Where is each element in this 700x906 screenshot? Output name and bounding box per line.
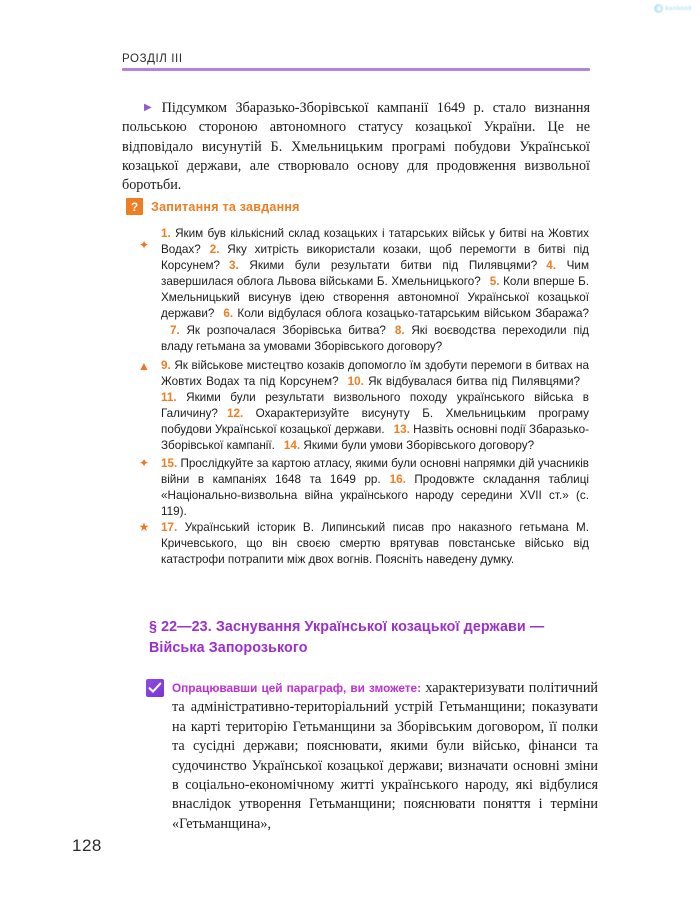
questions-heading: [126, 198, 300, 215]
question-text: Коли відбулася облога козацько-татарським військом Збаража?: [233, 307, 589, 321]
question-text: Назвіть основні події Збаразько-Зборівської кампанії.: [161, 423, 589, 453]
question-text: Український історик В. Липинський писав про наказного гетьмана М. Кричевського, що він своєю смертю врятував повстанське військо від катастрофи потрапити між двох вогнів. Поясніть наведену думку.: [161, 521, 589, 567]
question-number: 12.: [226, 407, 244, 421]
running-head-rule: [122, 68, 590, 71]
question-group: [161, 456, 589, 520]
question-group: [161, 520, 589, 568]
question-number: 13.: [393, 423, 410, 437]
running-head: [122, 53, 590, 71]
triangle-marker-icon: ▲: [138, 359, 150, 373]
question-number: 10.: [347, 375, 364, 389]
triangle-bullet-icon: ▶: [144, 102, 157, 113]
question-mark-icon: ?: [126, 198, 143, 215]
questions-heading-label: Запитання та завдання: [151, 199, 300, 214]
question-text: Яку хитрість використали козаки, щоб перемогти в битві під Корсунем?: [161, 243, 589, 273]
question-number: 4.: [546, 259, 556, 273]
question-text: Яким був кількісний склад козацьких і татарських військ у битві на Жовтих Водах?: [161, 227, 589, 257]
question-text: Якими були результати битви під Пилявцями?: [238, 259, 538, 273]
question-number: 17.: [161, 521, 178, 534]
question-number: 6.: [223, 307, 234, 321]
goals-body-text: характеризувати політичний та адміністративно-територіальний устрій Гетьманщини; показувати на карті територію Гетьманщини за Зборівським договором, її полки та сусідні держави; пояснювати, якими були військо, фінанси та судочинство Української козацької держави; визначати основні зміни в соціально-економічному житті українського народу, які відбулися внаслідок утворення Гетьманщини; пояснювати поняття і терміни «Гетьманщина»,: [172, 680, 598, 832]
question-text: Як військове мистецтво козаків допомогло їм здобути перемоги в битвах на Жовтих Водах та під Корсунем?: [161, 359, 589, 389]
question-text: Продовжте складання таблиці «Національно-визвольна війна українського народу середини XVII ст.» (с. 119).: [161, 473, 589, 519]
question-text: Прослідкуйте за картою атласу, якими були основні напрямки дій учасників війни в кампаніях 1648 та 1649 рр.: [161, 457, 589, 487]
question-text: Якими були результати визвольного походу українського війська в Галичину?: [161, 391, 589, 421]
question-number: 15.: [161, 457, 178, 470]
diamond-marker-icon: ✦: [138, 238, 150, 252]
running-head-label: РОЗДІЛ III: [122, 53, 183, 65]
question-number: 9.: [161, 359, 171, 372]
goals-paragraph: [172, 679, 598, 834]
four-point-star-marker-icon: ✦: [138, 456, 150, 470]
purple-check-icon: [146, 679, 164, 697]
question-number: 11.: [161, 391, 177, 405]
question-number: 16.: [389, 473, 406, 487]
question-number: 5.: [489, 275, 500, 289]
question-text: Як розпочалася Зборівська битва?: [179, 323, 386, 337]
intro-paragraph-text: Підсумком Збаразько-Зборівської кампанії 1649 р. стало визнання польською стороною автономного статусу козацької України. Це не відповідало висунутій Б. Хмельницьким програмі побудови Української козацької держави, але створювало основу для продовження визвольної боротьби.: [122, 100, 590, 194]
intro-paragraph: [122, 98, 590, 195]
question-text: Які воєводства переходили під владу гетьмана за умовами Зборівського договору?: [161, 323, 589, 353]
question-group: [161, 226, 589, 355]
question-group: [161, 358, 589, 455]
question-text: Як відбувалася битва під Пилявцями?: [363, 375, 580, 389]
question-text: Чим завершилася облога Львова військами Б. Хмельницького?: [161, 259, 589, 289]
question-number: 7.: [170, 323, 180, 337]
question-number: 2.: [209, 243, 220, 257]
question-number: 8.: [394, 323, 405, 337]
question-text: Коли вперше Б. Хмельницький висунув ідею створення автономної Української козацької держави?: [161, 275, 589, 321]
watermark: [654, 4, 692, 13]
question-number: 1.: [161, 227, 171, 240]
question-text: Якими були умови Зборівського договору?: [300, 439, 535, 453]
question-number: 14.: [283, 439, 301, 453]
page-number: 128: [72, 836, 102, 855]
goals-lead-label: Опрацювавши цей параграф, ви зможете:: [172, 681, 421, 695]
section-heading: § 22—23. Заснування Української козацької держави — Війська Запорозького: [149, 619, 545, 656]
five-point-star-marker-icon: ★: [138, 520, 150, 534]
watermark-logo-icon: [654, 4, 663, 13]
question-number: 3.: [229, 259, 239, 273]
watermark-label: kanbook: [665, 5, 692, 12]
question-text: Охарактеризуйте висунуту Б. Хмельницьким програму побудови Української козацької держави.: [161, 407, 589, 437]
